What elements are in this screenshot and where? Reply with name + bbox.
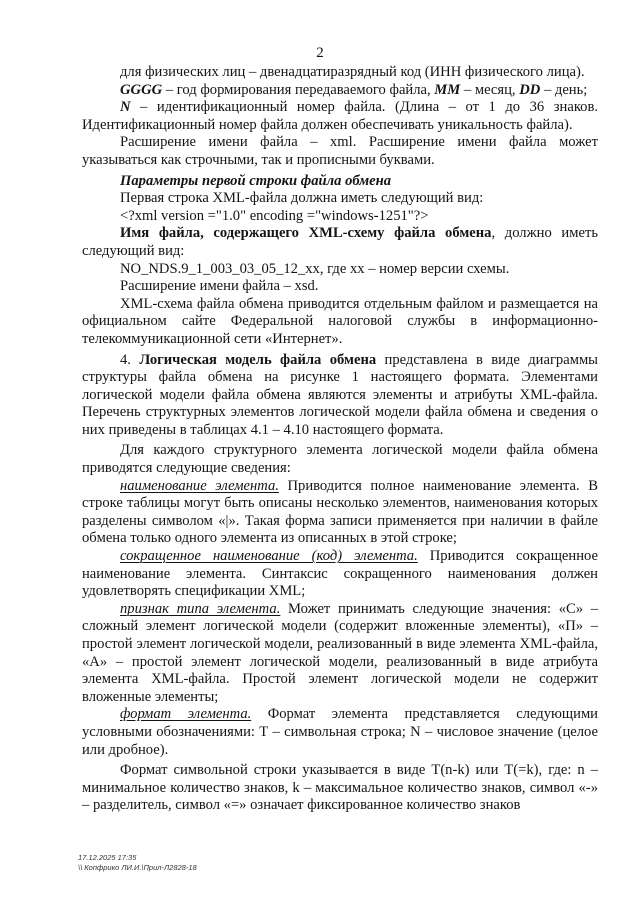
term-element-name: наименование элемента. — [120, 477, 279, 494]
paragraph-element-type — [82, 601, 598, 707]
text-logical-model: представлена в виде диаграммы структуры файла обмена на рисунке 1 настоящего формата. Элементами логической модели файла обмена являются элементы и атрибуты XML-файла. Перечень структурных элементов логической модели файла обмена и сведения о них приведены в таблицах 4.1 – 4.10 настоящего формата. — [82, 351, 598, 438]
paragraph-schema-code: NO_NDS.9_1_003_03_05_12_xx, где хх – номер версии схемы. — [120, 260, 510, 277]
text-element-format: Формат элемента представляется следующими условными обозначениями: Т – символьная строка; N – числовое значение (целое или дробное). — [82, 706, 598, 758]
paragraph-logical-model — [82, 352, 598, 440]
term-element-type: признак типа элемента. — [120, 600, 281, 617]
paragraph-first-line: Первая строка XML-файла должна иметь следующий вид: — [120, 190, 484, 207]
code-mm: MM — [434, 81, 461, 98]
paragraph-inn: для физических лиц – двенадцатиразрядный код (ИНН физического лица). — [120, 64, 585, 80]
paragraph-element-name — [82, 478, 598, 548]
document-body — [82, 64, 598, 815]
text-id: – идентификационный номер файла. (Длина – от 1 до 36 знаков. Идентификационный номер файла должен обеспечивать уникальность файла). — [82, 99, 598, 133]
paragraph-extension-xsd: Расширение имени файла – xsd. — [120, 278, 319, 295]
paragraph-n — [82, 99, 598, 134]
term-element-code: сокращенное наименование (код) элемента. — [120, 548, 418, 565]
text-element-code: Приводится сокращенное наименование элемента. Синтаксис сокращенного наименования должен удовлетворять спецификации XML; — [82, 548, 598, 600]
paragraph-element-info: Для каждого структурного элемента логической модели файла обмена приводятся следующие сведения: — [82, 442, 598, 477]
text-day: – день; — [540, 81, 588, 98]
footer-datetime: 17.12.2025 17:35 — [78, 853, 137, 862]
code-dd: DD — [519, 81, 541, 98]
footer-path: \\ Копфрико ЛИ.И.\Прил-Л2828-18 — [78, 863, 197, 872]
heading-first-line: Параметры первой строки файла обмена — [120, 172, 392, 189]
paragraph-string-format: Формат символьной строки указывается в виде Т(n-k) или Т(=k), где: n – минимальное количество знаков, k – максимальное количество знаков, символ «-» – разделитель, символ «=» означает фиксированное количество знаков — [82, 762, 598, 814]
code-n: N — [120, 99, 131, 116]
code-gggg: GGGG — [120, 81, 163, 98]
term-element-format: формат элемента. — [120, 706, 252, 723]
paragraph-gggg — [82, 82, 598, 100]
text-year: – год формирования передаваемого файла, — [162, 81, 435, 98]
text-element-name: Приводится полное наименование элемента. В строке таблицы могут быть описаны несколько элементов, наименования которых разделены символом «|». Такая форма записи применяется при наличии в файле обмена только одного элемента из описанных в этой строке; — [82, 477, 598, 547]
text-element-type: Может принимать следующие значения: «С» – сложный элемент логической модели (содержит вложенные элементы), «П» – простой элемент логической модели, реализованный в виде элемента XML-файла, «А» – простой элемент логической модели, реализованный в виде атрибута элемента XML-файла. Простой элемент логической модели не содержит вложенные элементы; — [82, 600, 598, 705]
paragraph-extension-xml: Расширение имени файла – xml. Расширение имени файла может указываться как строчными, так и прописными буквами. — [82, 134, 598, 168]
text-month: – месяц, — [460, 81, 520, 98]
paragraph-element-code — [82, 548, 598, 601]
paragraph-xml-declaration: <?xml version ="1.0" encoding ="windows-1251"?> — [120, 207, 429, 224]
footer-stamp — [78, 853, 197, 873]
paragraph-schema-publication: XML-схема файла обмена приводится отдельным файлом и размещается на официальном сайте Федеральной налоговой службы в информационно-телекоммуникационной сети «Интернет». — [82, 295, 598, 347]
text-schema-name: , должно иметь следующий вид: — [82, 225, 598, 259]
bold-schema-name: Имя файла, содержащего XML-схему файла обмена — [120, 225, 492, 242]
section-number: 4. — [120, 351, 140, 368]
paragraph-schema-name — [82, 225, 598, 260]
paragraph-element-format — [82, 706, 598, 759]
bold-logical-model: Логическая модель файла обмена — [139, 351, 377, 368]
page-number: 2 — [316, 45, 324, 61]
